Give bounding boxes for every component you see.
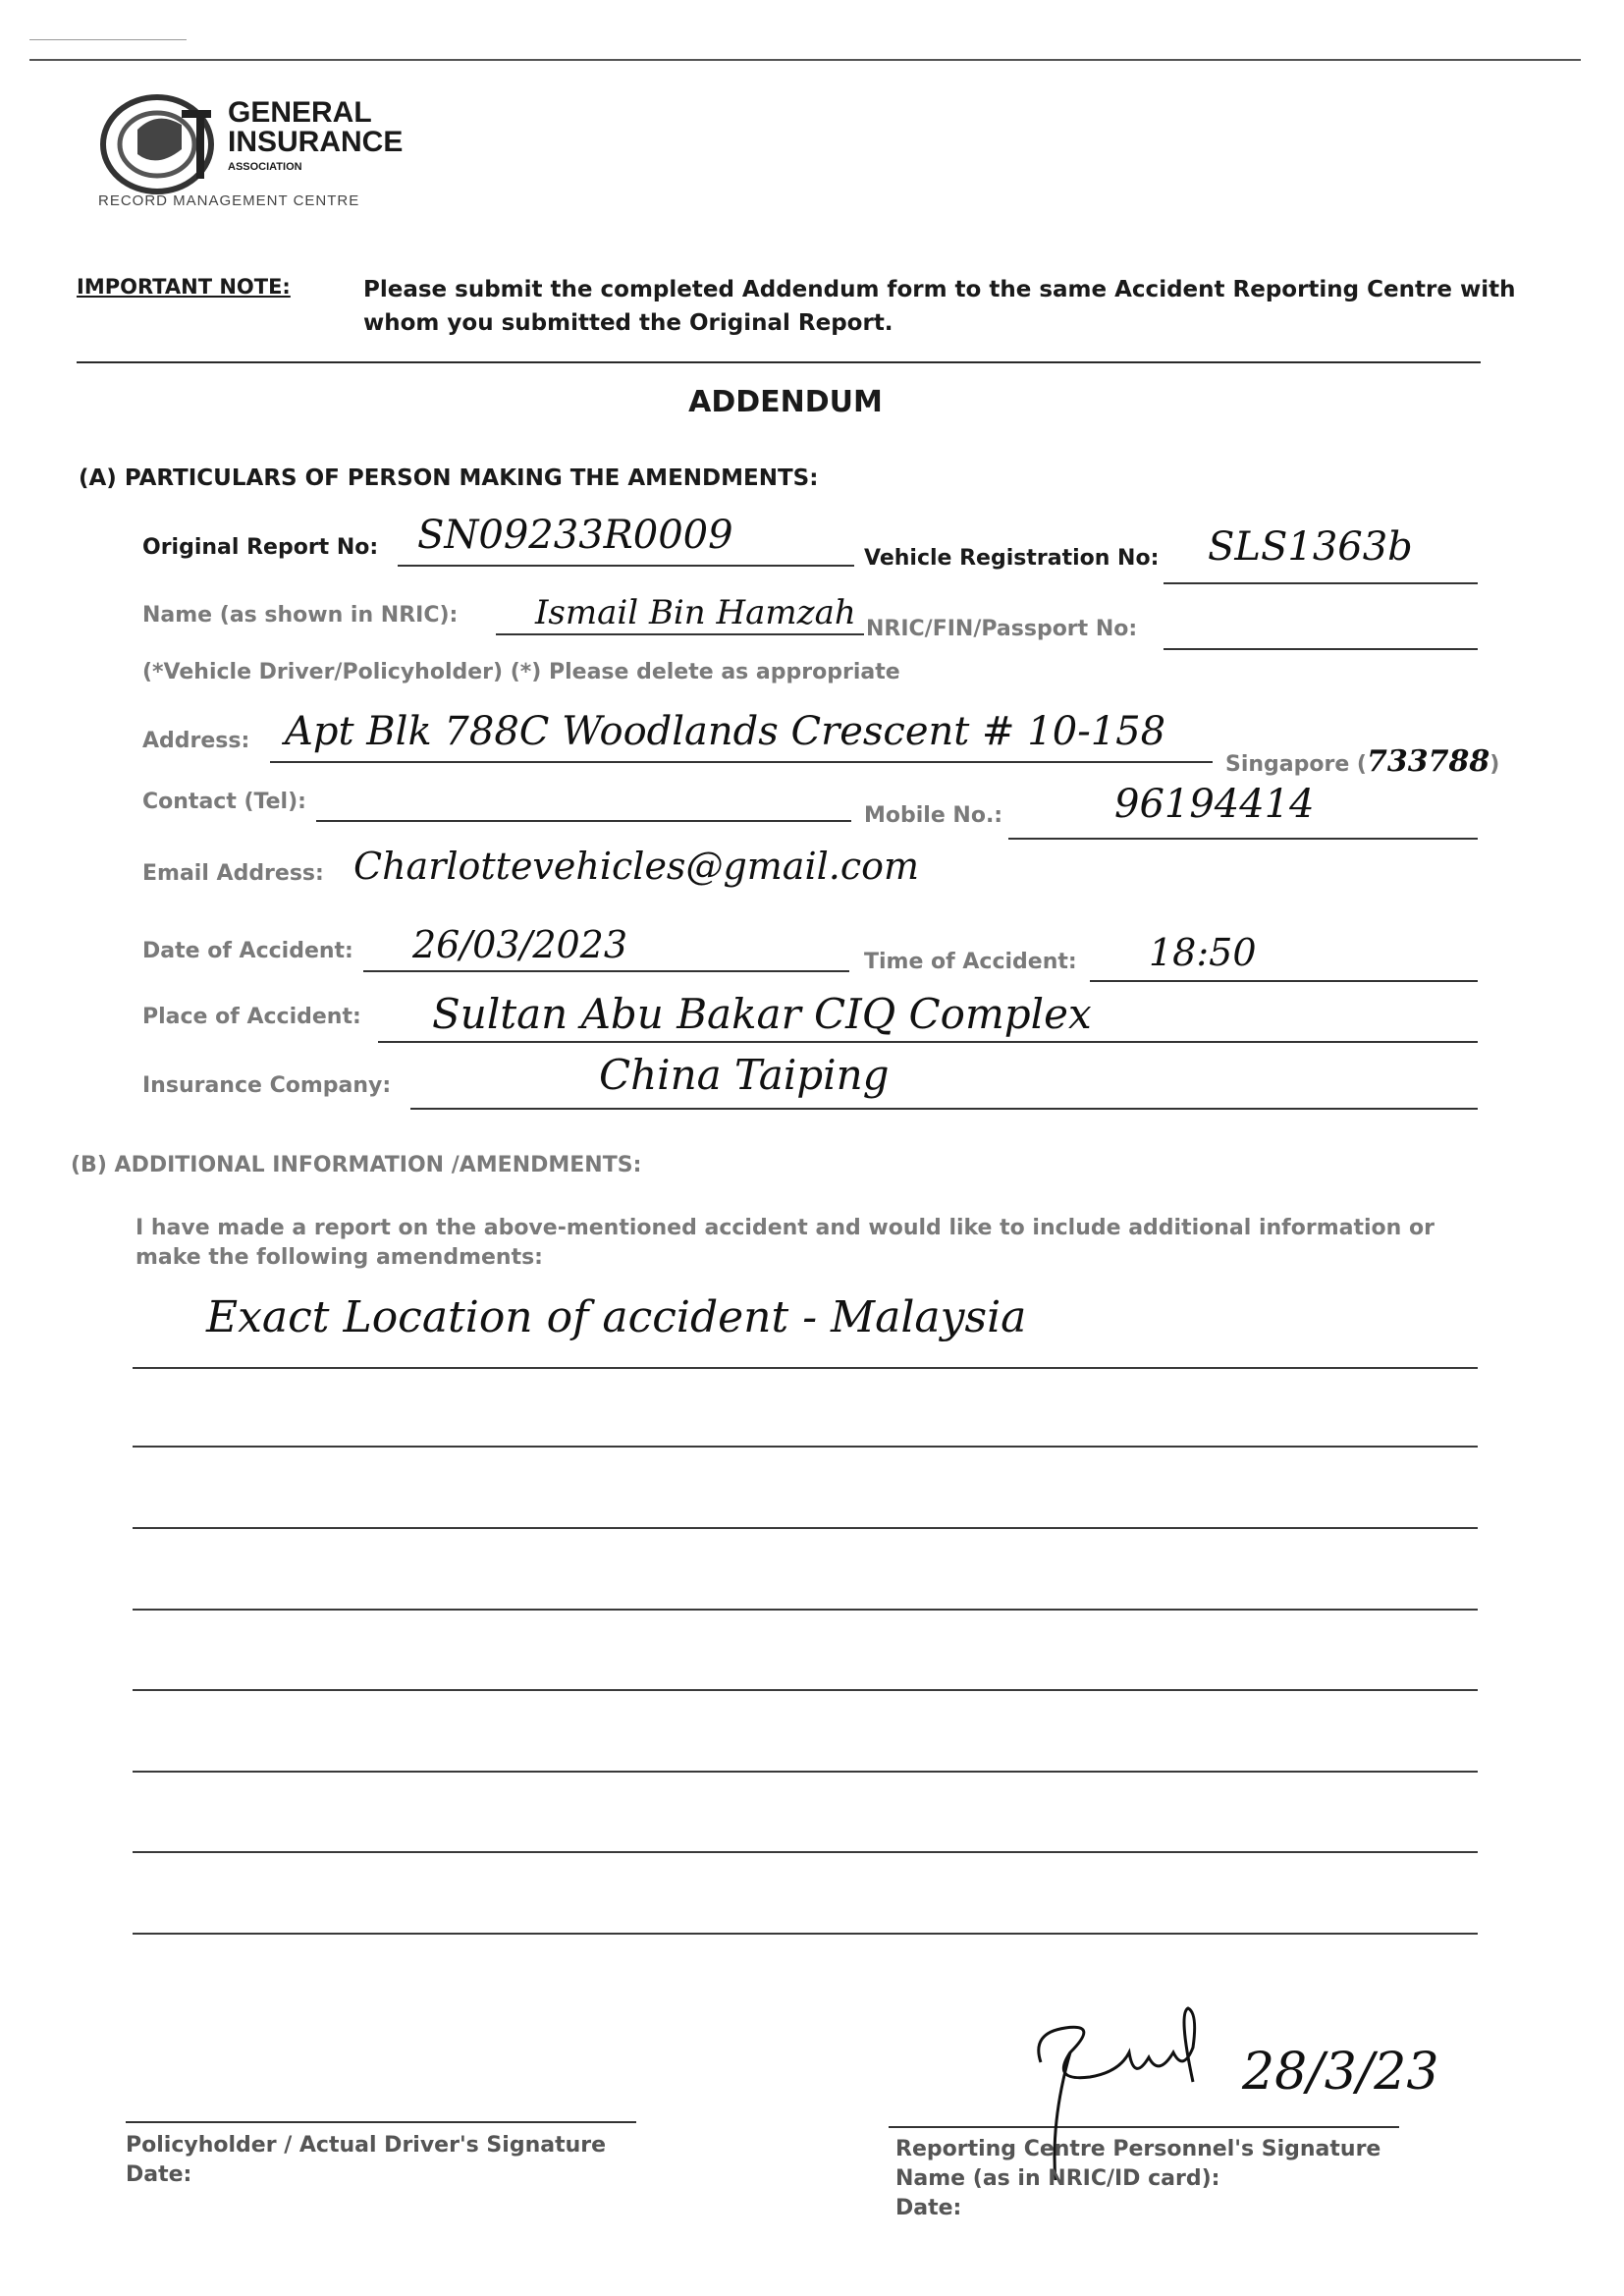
- time-line: [1090, 980, 1478, 982]
- singapore-label: [1225, 744, 1499, 779]
- form-title: ADDENDUM: [688, 385, 883, 419]
- contact-label: Contact (Tel):: [142, 790, 306, 814]
- email-value: Charlottevehicles@gmail.com: [353, 845, 920, 888]
- ruled-line: [133, 1689, 1478, 1691]
- mobile-value: 96194414: [1114, 782, 1315, 827]
- vehicle-reg-value: SLS1363b: [1208, 524, 1413, 570]
- top-border-line: [29, 59, 1581, 61]
- role-note: (*Vehicle Driver/Policyholder) (*) Please delete as appropriate: [142, 660, 900, 684]
- personnel-date-value: 28/3/23: [1242, 2043, 1439, 2102]
- ruled-line: [133, 1367, 1478, 1369]
- right-name-label: Name (as in NRIC/ID card):: [895, 2166, 1220, 2191]
- right-date-label: Date:: [895, 2196, 962, 2220]
- date-label: Date of Accident:: [142, 939, 353, 963]
- original-report-value: SN09233R0009: [417, 513, 733, 558]
- time-label: Time of Accident:: [864, 950, 1077, 974]
- logo-line1: GENERAL: [228, 96, 372, 129]
- address-value: Apt Blk 788C Woodlands Crescent # 10-158: [285, 709, 1166, 754]
- postal-value: 733788: [1367, 744, 1490, 779]
- address-line: [270, 761, 1213, 763]
- mobile-label: Mobile No.:: [864, 803, 1003, 828]
- logo-subtitle: RECORD MANAGEMENT CENTRE: [98, 192, 360, 209]
- logo-line2: INSURANCE: [228, 126, 404, 158]
- mobile-line: [1008, 838, 1478, 840]
- section-b-intro-2: make the following amendments:: [135, 1245, 543, 1270]
- name-label: Name (as shown in NRIC):: [142, 603, 459, 628]
- section-a-heading: (A) PARTICULARS OF PERSON MAKING THE AMENDMENTS:: [79, 465, 819, 491]
- left-date-label: Date:: [126, 2162, 192, 2187]
- contact-line: [316, 820, 851, 822]
- top-border-line-2: [29, 39, 187, 40]
- important-note-label: IMPORTANT NOTE:: [77, 275, 291, 299]
- name-line: [496, 633, 864, 635]
- ruled-line: [133, 1933, 1478, 1935]
- ruled-line: [133, 1609, 1478, 1611]
- important-note-line1: Please submit the completed Addendum form to the same Accident Reporting Centre with: [363, 277, 1516, 302]
- address-label: Address:: [142, 729, 250, 753]
- insurer-line: [410, 1108, 1478, 1110]
- time-value: 18:50: [1149, 931, 1257, 974]
- insurer-value: China Taiping: [599, 1051, 890, 1099]
- email-label: Email Address:: [142, 861, 324, 886]
- date-value: 26/03/2023: [412, 923, 628, 966]
- note-divider: [77, 361, 1481, 363]
- amendment-text: Exact Location of accident - Malaysia: [206, 1292, 1027, 1342]
- nric-label: NRIC/FIN/Passport No:: [866, 617, 1138, 641]
- left-signature-line: [126, 2121, 636, 2123]
- section-b-heading: (B) ADDITIONAL INFORMATION /AMENDMENTS:: [71, 1153, 642, 1177]
- ruled-line: [133, 1527, 1478, 1529]
- ruled-line: [133, 1771, 1478, 1773]
- place-value: Sultan Abu Bakar CIQ Complex: [432, 990, 1092, 1038]
- section-b-intro-1: I have made a report on the above-mentioned accident and would like to include additional information or: [135, 1216, 1435, 1240]
- place-label: Place of Accident:: [142, 1005, 361, 1029]
- original-report-label: Original Report No:: [142, 535, 379, 560]
- important-note-line2: whom you submitted the Original Report.: [363, 310, 893, 336]
- gia-logo-icon: [98, 90, 236, 198]
- date-line: [363, 970, 849, 972]
- ruled-line: [133, 1851, 1478, 1853]
- left-signature-label: Policyholder / Actual Driver's Signature: [126, 2133, 607, 2158]
- ruled-line: [133, 1446, 1478, 1448]
- singapore-close: ): [1489, 752, 1500, 777]
- vehicle-reg-line: [1164, 582, 1478, 584]
- singapore-text: Singapore (: [1225, 752, 1367, 777]
- original-report-line: [398, 565, 854, 567]
- name-value: Ismail Bin Hamzah: [535, 593, 856, 632]
- right-signature-label: Reporting Centre Personnel's Signature: [895, 2137, 1381, 2161]
- gia-logo: [98, 90, 412, 218]
- nric-line: [1164, 648, 1478, 650]
- place-line: [378, 1041, 1478, 1043]
- insurer-label: Insurance Company:: [142, 1073, 392, 1098]
- logo-line3: ASSOCIATION: [228, 161, 302, 173]
- vehicle-reg-label: Vehicle Registration No:: [864, 546, 1160, 571]
